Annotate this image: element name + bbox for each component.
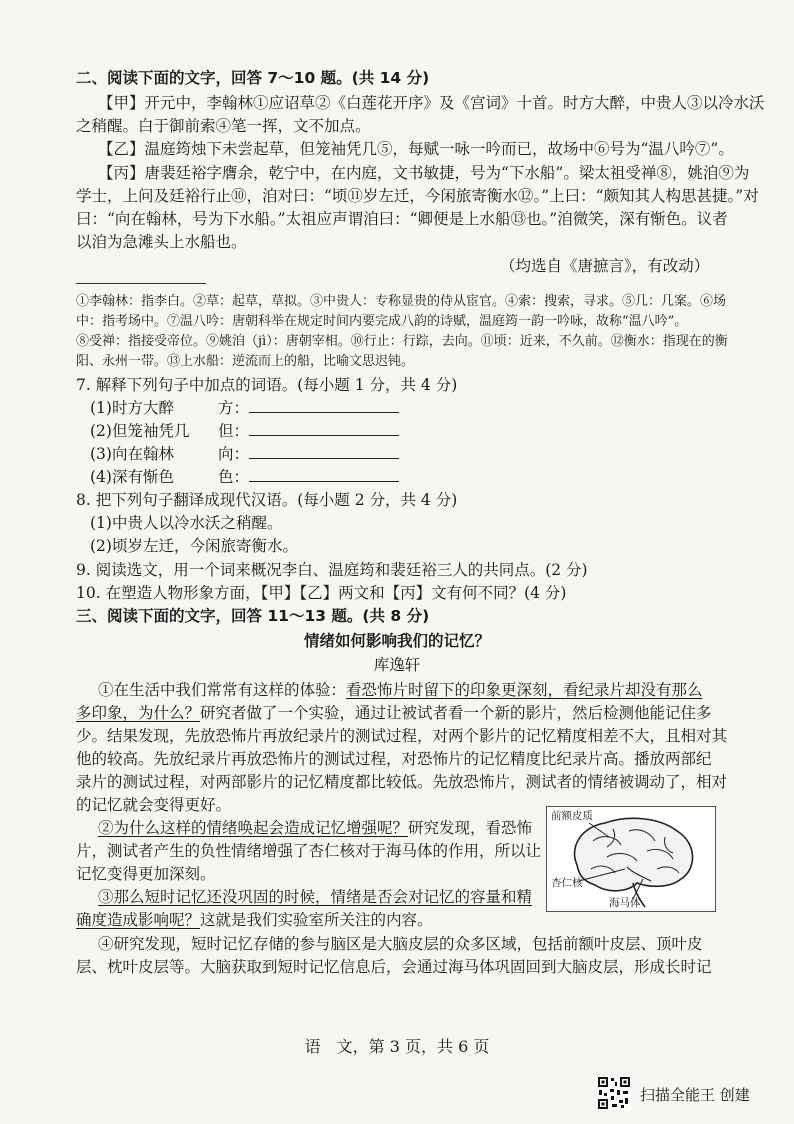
label-hippocampus: 海马体: [609, 897, 641, 909]
article-author: 库逸轩: [373, 656, 421, 674]
footnote-line2: 中：指考场中。⑦温八吟：唐朝科举在规定时间内要完成八韵的诗赋，温庭筠一韵一吟咏，故称“温八吟”。: [76, 314, 688, 329]
brain-diagram: [546, 806, 716, 912]
answer-blank[interactable]: [249, 421, 399, 436]
underlined-phrase: ③那么短时记忆还没巩固的时候，情绪是否会对记忆的容量和精: [98, 888, 533, 906]
para1-line5: 录片的测试过程，对两部影片的记忆精度都比较低。先放恐怖片，测试者的情绪被调动了，相对: [76, 773, 728, 791]
para1-line2: 多印象，为什么？研究者做了一个实验，通过让被试者看一个新的影片，然后检测他能记住多: [76, 704, 712, 722]
para1-line1: ①在生活中我们常常有这样的体验：看恐怖片时留下的印象更深刻，看纪录片却没有那么: [98, 681, 703, 699]
q7-item3-word: 向：: [218, 445, 250, 463]
q7-item3-answer: [218, 444, 399, 464]
para1-line3: 少。结果发现，先放恐怖片再放纪录片的测试过程，对两个影片的记忆精度相差不大，且相对其: [76, 727, 728, 745]
para1-line4: 他的较高。先放纪录片再放恐怖片的测试过程，对恐怖片的记忆精度比纪录片高。播放两部纪: [76, 750, 712, 768]
qr-code-icon: [597, 1076, 631, 1110]
answer-blank[interactable]: [249, 444, 399, 459]
q7-item1-word: 方：: [218, 399, 250, 417]
source-citation: （均选自《唐摭言》，有改动）: [500, 257, 710, 275]
q7-item1-sentence: (1)时方大醉: [90, 399, 174, 417]
footnote-line1: ①李翰林：指李白。②草：起草，草拟。③中贵人：专称显贵的侍从宦官。④索：搜索，寻求。⑤几：几案。⑥场: [76, 294, 727, 309]
footnote-line4: 阳、永州一带。⑬上水船：逆流而上的船，比喻文思迟钝。: [76, 354, 415, 369]
q7-item4-sentence: (4)深有惭色: [90, 468, 174, 486]
passage-bing-line4: 以洎为急滩头上水船也。: [76, 233, 247, 251]
q8-sentence2: (2)顷岁左迁，今闲旅寄衡水。: [90, 537, 298, 555]
para4-line2: 层、枕叶皮层等。大脑获取到短时记忆信息后，会通过海马体巩固回到大脑皮层，形成长时记: [76, 958, 712, 976]
q7-item2-word: 但：: [218, 422, 250, 440]
label-prefrontal-cortex: 前额皮质: [551, 810, 593, 822]
q7-item2-sentence: (2)但笼袖凭几: [90, 422, 190, 440]
answer-blank[interactable]: [249, 398, 399, 413]
question-9: 9. 阅读选文，用一个词来概况李白、温庭筠和裴廷裕三人的共同点。(2 分): [76, 561, 588, 579]
para1-line6: 的记忆就会变得更好。: [76, 796, 232, 814]
article-title: 情绪如何影响我们的记忆？: [303, 632, 490, 650]
section2-heading: 二、阅读下面的文字，回答 7～10 题。(共 14 分): [76, 69, 430, 87]
label-amygdala: 杏仁核: [551, 877, 583, 889]
underlined-phrase: 多印象，为什么？: [76, 704, 201, 722]
para2-line3: 记忆变得更加深刻。: [76, 865, 216, 883]
footnote-line3: ⑧受禅：指接受帝位。⑨姚洎（jì）：唐朝宰相。⑩行止：行踪，去向。⑪顷：近来，不久前。⑫衡水：指现在的衡: [76, 334, 728, 349]
question-8-stem: 8. 把下列句子翻译成现代汉语。(每小题 2 分，共 4 分): [76, 491, 458, 509]
scanner-watermark: 扫描全能王 创建: [640, 1086, 750, 1104]
q7-item4-word: 色：: [218, 468, 250, 486]
q7-item3-sentence: (3)向在翰林: [90, 445, 174, 463]
question-10: 10. 在塑造人物形象方面，【甲】【乙】两文和【丙】文有何不同？(4 分): [76, 584, 567, 602]
q7-item1-answer: [218, 398, 399, 418]
q8-sentence1: (1)中贵人以冷水沃之稍醒。: [90, 514, 283, 532]
para2-line2: 片，测试者产生的负性情绪增强了杏仁核对于海马体的作用，所以让: [76, 842, 542, 860]
para4-line1: ④研究发现，短时记忆存储的参与脑区是大脑皮层的众多区域，包括前额叶皮层、顶叶皮: [98, 935, 703, 953]
page-footer: 语 文，第 3 页，共 6 页: [304, 1037, 490, 1056]
para3-line2: 确度造成影响呢？这就是我们实验室所关注的内容。: [76, 911, 433, 929]
underlined-phrase: 看恐怖片时留下的印象更深刻，看纪录片却没有那么: [346, 681, 703, 699]
underlined-phrase: 确度造成影响呢？: [76, 911, 201, 929]
brain-illustration: [547, 807, 715, 911]
passage-bing-line3: 曰：“向在翰林，号为下水船。”太祖应声谓洎曰：“卿便是上水船⑬也。”洎微笑，深有惭色。议者: [76, 210, 728, 228]
para2-line1: ②为什么这样的情绪唤起会造成记忆增强呢？研究发现，看恐怖: [98, 819, 533, 837]
underlined-phrase: ②为什么这样的情绪唤起会造成记忆增强呢？: [98, 819, 409, 837]
answer-blank[interactable]: [249, 467, 399, 482]
passage-yi-line1: 【乙】温庭筠烛下未尝起草，但笼袖凭几⑤，每赋一咏一吟而已，故场中⑥号为“温八吟⑦”。: [98, 140, 734, 158]
passage-jia-line2: 之稍醒。白于御前索④笔一挥，文不加点。: [76, 117, 371, 135]
passage-bing-line1: 【丙】唐裴廷裕字膺余，乾宁中，在内庭，文书敏捷，号为“下水船”。梁太祖受禅⑧，姚洎⑨为: [98, 164, 750, 182]
passage-bing-line2: 学士，上问及廷裕行止⑩，洎对曰：“顷⑪岁左迁，今闲旅寄衡水⑫。”上曰：“颇知其人构思甚捷。”对: [76, 187, 759, 205]
para3-line1: [98, 887, 532, 907]
section3-heading: 三、阅读下面的文字，回答 11～13 题。(共 8 分): [76, 607, 430, 625]
q7-item2-answer: [218, 421, 399, 441]
footnote-divider: [76, 283, 206, 284]
passage-jia-line1: 【甲】开元中，李翰林①应诏草②《白莲花开序》及《宫词》十首。时方大醉，中贵人③以冷水沃: [98, 94, 765, 112]
q7-item4-answer: [218, 467, 399, 487]
question-7-stem: 7. 解释下列句子中加点的词语。(每小题 1 分，共 4 分): [76, 376, 458, 394]
